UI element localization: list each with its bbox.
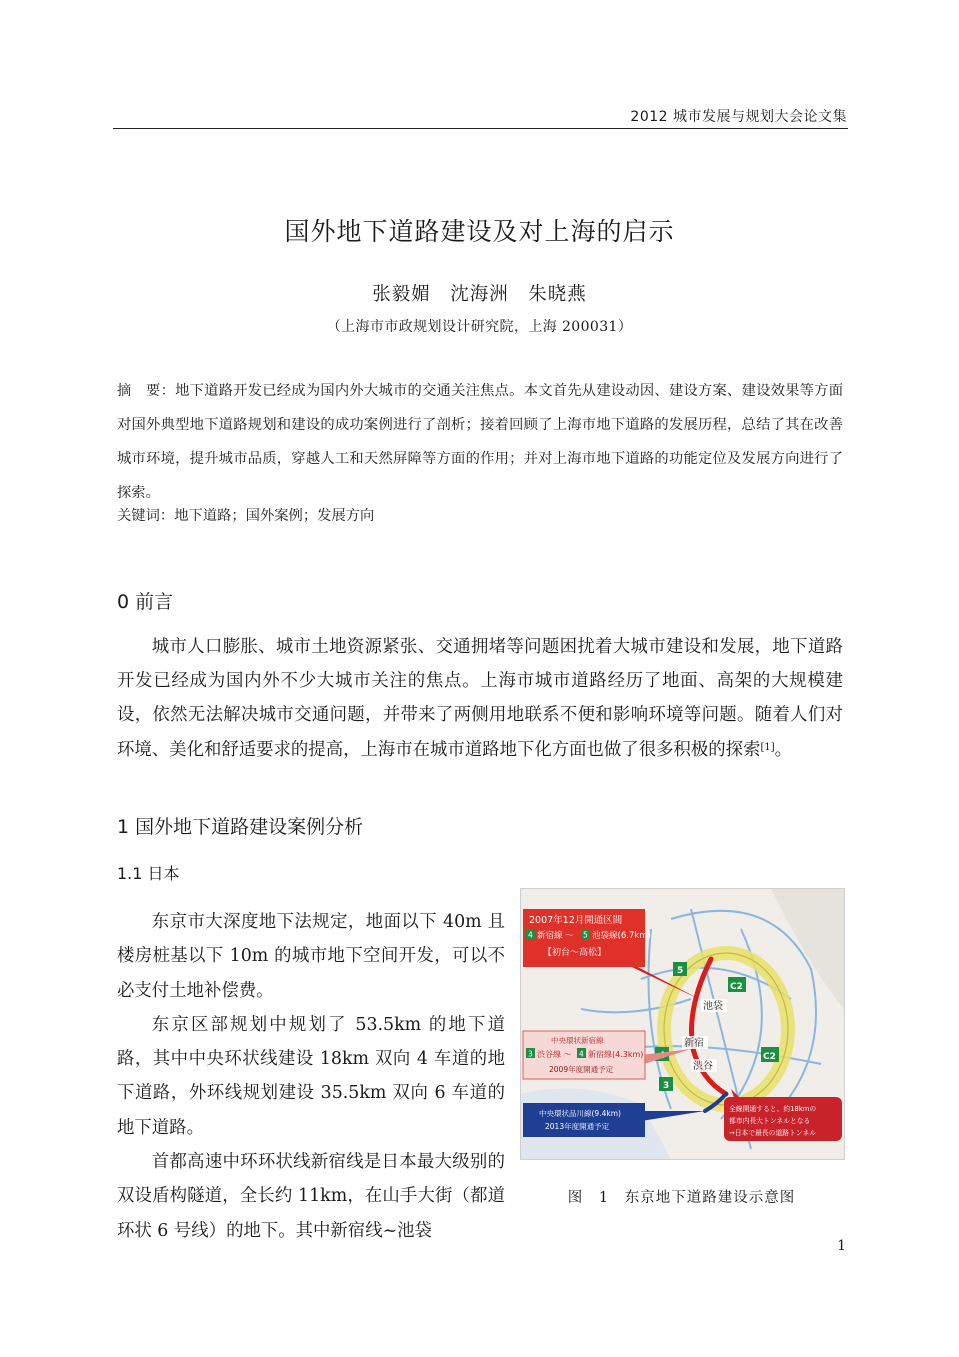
affiliation: （上海市市政规划设计研究院，上海 200031） [326, 319, 633, 335]
svg-text:中央環状品川線(9.4km): 中央環状品川線(9.4km) [539, 1109, 621, 1118]
intro-paragraph [117, 630, 843, 767]
paper-title: 国外地下道路建设及对上海的启示 [284, 217, 675, 246]
svg-text:→日本で最長の道路トンネル: →日本で最長の道路トンネル [729, 1129, 817, 1137]
svg-text:2009年度開通予定: 2009年度開通予定 [549, 1065, 614, 1074]
keywords [117, 505, 843, 525]
page-number: 1 [837, 1238, 846, 1254]
keywords-label: 关键词： [117, 508, 175, 524]
abstract [117, 374, 843, 510]
svg-text:新宿線 ～: 新宿線 ～ [537, 931, 574, 941]
svg-text:5: 5 [583, 930, 588, 940]
svg-text:2013年度開通予定: 2013年度開通予定 [545, 1122, 610, 1131]
intro-tail: 。 [774, 739, 793, 760]
svg-text:2007年12月開通区間: 2007年12月開通区間 [529, 915, 623, 926]
svg-text:4: 4 [528, 930, 533, 940]
section-1-heading: 1 国外地下道路建设案例分析 [117, 816, 364, 838]
svg-text:新宿線(4.3km): 新宿線(4.3km) [588, 1050, 644, 1059]
running-header: 2012 城市发展与规划大会论文集 [630, 109, 847, 125]
japan-paragraph: 东京区部规划中规划了 53.5km 的地下道路，其中中央环状线建设 18km 双向 4 车道的地下道路，外环线规划建设 35.5km 双向 6 车道的地下道路。 [117, 1014, 505, 1138]
section-1-1-heading: 1.1 日本 [117, 864, 180, 883]
keywords-text: 地下道路；国外案例；发展方向 [174, 508, 375, 524]
svg-text:中央環状新宿線: 中央環状新宿線 [551, 1036, 604, 1045]
svg-text:都市内長大トンネルとなる: 都市内長大トンネルとなる [729, 1117, 811, 1125]
abstract-text: 地下道路开发已经成为国内外大城市的交通关注焦点。本文首先从建设动因、建设方案、建设效果等方面对国外典型地下道路规划和建设的成功案例进行了剖析；接着回顾了上海市地下道路的发展历程，总结了其在改善城市环境，提升城市品质，穿越人工和天然屏障等方面的作用；并对上海市地下道路的功能定位及发展方向进行了探索。 [117, 383, 844, 501]
japan-text-column [117, 905, 505, 1248]
place-label: 新宿 [684, 1038, 704, 1049]
route-badge-label: C2 [730, 982, 743, 992]
figure-1-map [520, 888, 845, 1160]
place-label: 池袋 [703, 1001, 723, 1012]
intro-text: 城市人口膨胀、城市土地资源紧张、交通拥堵等问题困扰着大城市建设和发展，地下道路开发已经成为国内外不少大城市关注的焦点。上海市城市道路经历了地面、高架的大规模建设，依然无法解决城市交通问题，并带来了两侧用地联系不便和影响环境等问题。随着人们对环境、美化和舒适要求的提高，上海市在城市道路地下化方面也做了很多积极的探索 [117, 637, 843, 760]
svg-text:全線開通すると、約18kmの: 全線開通すると、約18kmの [729, 1105, 817, 1113]
place-label: 渋谷 [693, 1061, 713, 1072]
tokyo-map-illustration [521, 889, 844, 1159]
svg-text:渋谷線 ～: 渋谷線 ～ [537, 1050, 572, 1059]
route-badge-label: 3 [663, 1081, 670, 1091]
citation-ref: [1] [760, 741, 775, 753]
section-0-heading: 0 前言 [117, 591, 174, 613]
svg-text:3: 3 [528, 1049, 533, 1059]
japan-paragraph: 首都高速中环环状线新宿线是日本最大级别的双设盾构隧道，全长约 11km，在山手大街（都道环状 6 号线）的地下。其中新宿线~池袋 [117, 1152, 505, 1241]
header-rule [113, 128, 848, 129]
route-badge-label: 5 [677, 966, 684, 976]
svg-text:【初台～高松】: 【初台～高松】 [543, 948, 607, 958]
japan-paragraph: 东京市大深度地下法规定，地面以下 40m 且楼房桩基以下 10m 的城市地下空间开发，可以不必支付土地补偿费。 [117, 912, 505, 1001]
svg-text:4: 4 [579, 1049, 584, 1059]
abstract-label: 摘 要： [117, 383, 176, 399]
route-badge-label: C2 [763, 1052, 776, 1062]
callout-2007-opening [523, 909, 703, 1001]
figure-caption: 图 1 东京地下道路建设示意图 [567, 1190, 796, 1206]
svg-text:池袋線(6.7km): 池袋線(6.7km) [592, 931, 651, 941]
authors: 张毅媚 沈海洲 朱晓燕 [372, 284, 587, 305]
callout-shinagawa-line [523, 1103, 705, 1137]
